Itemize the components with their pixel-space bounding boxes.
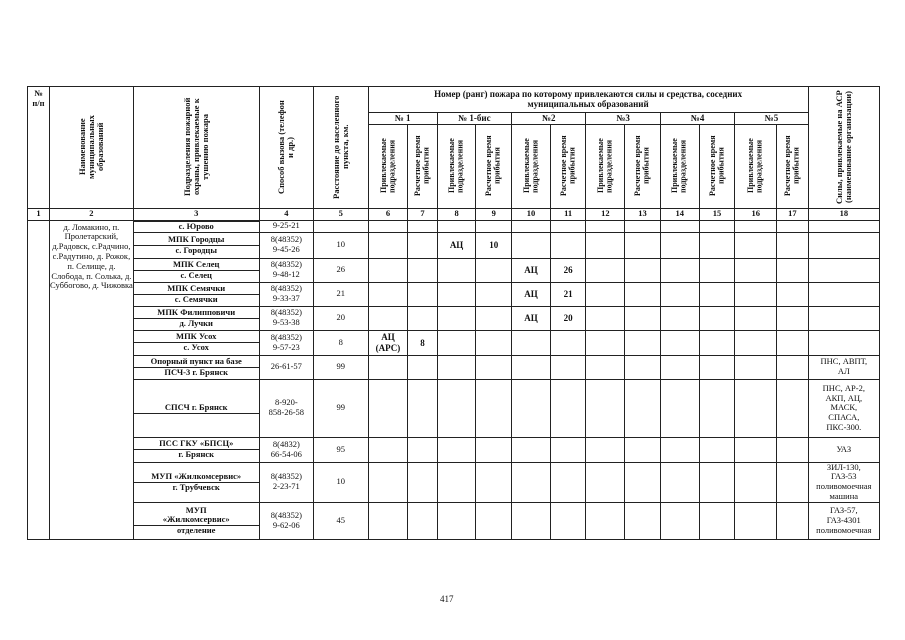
empty-cell — [625, 437, 661, 462]
rank-cell — [476, 355, 512, 379]
column-number: 13 — [625, 208, 661, 220]
fire-resources-table — [27, 86, 880, 540]
empty-cell — [625, 330, 661, 355]
header-time: Расчетное время прибытия — [550, 124, 586, 208]
rank-cell — [512, 379, 551, 437]
column-number: 7 — [408, 208, 437, 220]
rank-cell — [408, 232, 437, 258]
header-units: Привлекаемые подразделения — [735, 124, 777, 208]
rank-cell — [408, 379, 437, 437]
fire-unit-name: ПСС ГКУ «БПСЦ» г. Брянск — [133, 437, 259, 462]
empty-cell — [699, 437, 735, 462]
rank-cell — [408, 220, 437, 232]
rank-cell — [550, 502, 586, 539]
rank-cell — [437, 220, 476, 232]
table-row — [28, 437, 880, 462]
asr-forces — [808, 282, 879, 306]
header-time: Расчетное время прибытия — [699, 124, 735, 208]
column-number: 4 — [259, 208, 313, 220]
fire-unit-name: МПК Филипповичи д. Лучки — [133, 306, 259, 330]
empty-cell — [735, 502, 777, 539]
header-rank-2: № 1-бис — [437, 112, 511, 124]
empty-cell — [625, 379, 661, 437]
empty-cell — [660, 258, 699, 282]
header-rank: Номер (ранг) пожара по которому привлекаются силы и средства, соседних муниципальных образований — [368, 87, 808, 113]
table-row — [28, 355, 880, 379]
phone: 8(48352) 9-53-38 — [259, 306, 313, 330]
empty-cell — [660, 462, 699, 502]
empty-cell — [660, 330, 699, 355]
rank-cell — [550, 330, 586, 355]
rank-cell — [437, 258, 476, 282]
table-row — [28, 379, 880, 437]
rank-cell — [550, 232, 586, 258]
rank-cell — [437, 462, 476, 502]
empty-cell — [660, 232, 699, 258]
empty-cell — [735, 437, 777, 462]
rank-cell: 26 — [550, 258, 586, 282]
empty-cell — [777, 258, 808, 282]
empty-cell — [625, 232, 661, 258]
empty-cell — [699, 379, 735, 437]
fire-unit-name: МУП «Жилкомсервис» отделение — [133, 502, 259, 539]
header-call-method: Способ вызова (телефон и др.) — [259, 87, 313, 209]
asr-forces — [808, 306, 879, 330]
distance: 95 — [314, 437, 368, 462]
rank-cell — [476, 437, 512, 462]
rank-cell — [437, 379, 476, 437]
empty-cell — [625, 355, 661, 379]
fire-unit-name: МПК Семячки с. Семячки — [133, 282, 259, 306]
distance: 99 — [314, 355, 368, 379]
phone: 8(48352) 9-62-06 — [259, 502, 313, 539]
empty-cell — [735, 232, 777, 258]
empty-cell — [777, 379, 808, 437]
rank-cell — [512, 330, 551, 355]
empty-cell — [699, 355, 735, 379]
empty-cell — [699, 282, 735, 306]
empty-cell — [777, 355, 808, 379]
rank-cell — [550, 462, 586, 502]
table-row — [28, 258, 880, 282]
rank-cell — [408, 355, 437, 379]
rank-cell — [512, 232, 551, 258]
empty-cell — [586, 232, 625, 258]
phone: 9-25-21 — [259, 220, 313, 232]
fire-unit-name: с. Юрово — [133, 220, 259, 232]
header-num: № п/п — [28, 87, 50, 209]
column-number: 9 — [476, 208, 512, 220]
empty-cell — [735, 220, 777, 232]
header-asr-forces: Силы, привлекаемые на АСР (наименование организации) — [808, 87, 879, 209]
rank-cell — [476, 220, 512, 232]
rank-cell — [368, 437, 408, 462]
phone: 8(48352) 9-33-37 — [259, 282, 313, 306]
rank-cell — [512, 220, 551, 232]
distance — [314, 220, 368, 232]
asr-forces: ПНС, АВПТ, АЛ — [808, 355, 879, 379]
column-number: 18 — [808, 208, 879, 220]
rank-cell — [437, 437, 476, 462]
header-units: Привлекаемые подразделения — [512, 124, 551, 208]
phone: 26-61-57 — [259, 355, 313, 379]
rank-cell — [550, 437, 586, 462]
distance: 99 — [314, 379, 368, 437]
column-number: 10 — [512, 208, 551, 220]
rank-cell — [476, 330, 512, 355]
asr-forces: ГАЗ-57, ГАЗ-4301 поливомоечная — [808, 502, 879, 539]
rank-cell — [408, 258, 437, 282]
column-number: 2 — [50, 208, 134, 220]
empty-cell — [660, 502, 699, 539]
column-number: 11 — [550, 208, 586, 220]
rank-cell: АЦ — [512, 282, 551, 306]
header-time: Расчетное время прибытия — [476, 124, 512, 208]
rank-cell — [368, 355, 408, 379]
rank-cell — [476, 258, 512, 282]
header-units: Привлекаемые подразделения — [660, 124, 699, 208]
rank-cell: АЦ — [437, 232, 476, 258]
rank-cell — [476, 379, 512, 437]
header-rank-4: №3 — [586, 112, 660, 124]
rank-cell — [368, 232, 408, 258]
rank-cell — [437, 502, 476, 539]
empty-cell — [625, 502, 661, 539]
empty-cell — [777, 502, 808, 539]
empty-cell — [625, 306, 661, 330]
empty-cell — [660, 220, 699, 232]
row-number-cell — [28, 220, 50, 539]
header-municipality: Наименование муниципальных образований — [50, 87, 134, 209]
column-number: 14 — [660, 208, 699, 220]
rank-cell: 10 — [476, 232, 512, 258]
empty-cell — [735, 330, 777, 355]
rank-cell — [437, 282, 476, 306]
empty-cell — [660, 379, 699, 437]
header-distance: Расстояние до населенного пункта, км. — [314, 87, 368, 209]
empty-cell — [586, 220, 625, 232]
rank-cell — [368, 502, 408, 539]
column-number: 12 — [586, 208, 625, 220]
rank-cell — [408, 282, 437, 306]
empty-cell — [735, 282, 777, 306]
empty-cell — [699, 502, 735, 539]
rank-cell — [368, 462, 408, 502]
distance: 45 — [314, 502, 368, 539]
header-time: Расчетное время прибытия — [777, 124, 808, 208]
asr-forces — [808, 330, 879, 355]
table-row — [28, 502, 880, 539]
header-rank-6: №5 — [735, 112, 808, 124]
phone: 8(48352) 9-45-26 — [259, 232, 313, 258]
column-number: 3 — [133, 208, 259, 220]
empty-cell — [625, 220, 661, 232]
distance: 21 — [314, 282, 368, 306]
empty-cell — [660, 437, 699, 462]
header-fire-units: Подразделения пожарной охраны, привлекаемые к тушению пожара — [133, 87, 259, 209]
empty-cell — [735, 462, 777, 502]
empty-cell — [625, 258, 661, 282]
empty-cell — [777, 437, 808, 462]
header-rank-5: №4 — [660, 112, 734, 124]
rank-cell — [437, 330, 476, 355]
distance: 8 — [314, 330, 368, 355]
header-units: Привлекаемые подразделения — [437, 124, 476, 208]
rank-cell — [512, 462, 551, 502]
rank-cell — [437, 355, 476, 379]
rank-cell: 21 — [550, 282, 586, 306]
rank-cell — [512, 355, 551, 379]
empty-cell — [777, 462, 808, 502]
empty-cell — [660, 306, 699, 330]
rank-cell — [476, 282, 512, 306]
asr-forces — [808, 232, 879, 258]
column-number: 16 — [735, 208, 777, 220]
empty-cell — [777, 282, 808, 306]
asr-forces: ПНС, АР-2, АКП, АЦ, МАСК, СПАСА, ПКС-300. — [808, 379, 879, 437]
fire-unit-name: МПК Селец с. Селец — [133, 258, 259, 282]
rank-cell — [408, 437, 437, 462]
phone: 8(48352) 2-23-71 — [259, 462, 313, 502]
empty-cell — [699, 258, 735, 282]
table-row — [28, 306, 880, 330]
empty-cell — [586, 282, 625, 306]
asr-forces — [808, 220, 879, 232]
table-row — [28, 282, 880, 306]
rank-cell — [476, 306, 512, 330]
phone: 8(48352) 9-57-23 — [259, 330, 313, 355]
rank-cell: АЦ — [512, 258, 551, 282]
asr-forces: ЗИЛ-130, ГАЗ-53 поливомоечная машина — [808, 462, 879, 502]
table-row — [28, 232, 880, 258]
empty-cell — [699, 462, 735, 502]
rank-cell — [550, 379, 586, 437]
empty-cell — [735, 258, 777, 282]
empty-cell — [777, 306, 808, 330]
phone: 8-920- 858-26-58 — [259, 379, 313, 437]
distance: 20 — [314, 306, 368, 330]
rank-cell — [368, 220, 408, 232]
fire-unit-name: МПК Усох с. Усох — [133, 330, 259, 355]
rank-cell — [408, 306, 437, 330]
rank-cell — [368, 282, 408, 306]
rank-cell — [512, 437, 551, 462]
column-number: 5 — [314, 208, 368, 220]
page-number: 417 — [440, 594, 454, 604]
empty-cell — [699, 330, 735, 355]
phone: 8(4832) 66-54-06 — [259, 437, 313, 462]
distance: 26 — [314, 258, 368, 282]
empty-cell — [660, 355, 699, 379]
column-number: 17 — [777, 208, 808, 220]
empty-cell — [735, 355, 777, 379]
rank-cell — [408, 502, 437, 539]
empty-cell — [699, 232, 735, 258]
table-row — [28, 462, 880, 502]
header-rank-1: № 1 — [368, 112, 437, 124]
empty-cell — [777, 330, 808, 355]
empty-cell — [660, 282, 699, 306]
empty-cell — [735, 379, 777, 437]
empty-cell — [625, 282, 661, 306]
rank-cell — [550, 220, 586, 232]
header-units: Привлекаемые подразделения — [368, 124, 408, 208]
column-number: 15 — [699, 208, 735, 220]
fire-unit-name: МУП «Жилкомсервис» г. Трубчевск — [133, 462, 259, 502]
column-number: 6 — [368, 208, 408, 220]
empty-cell — [586, 379, 625, 437]
empty-cell — [586, 437, 625, 462]
rank-cell: АЦ — [512, 306, 551, 330]
asr-forces — [808, 258, 879, 282]
rank-cell — [550, 355, 586, 379]
asr-forces: УАЗ — [808, 437, 879, 462]
empty-cell — [777, 220, 808, 232]
fire-unit-name: Опорный пункт на базе ПСЧ-3 г. Брянск — [133, 355, 259, 379]
rank-cell — [408, 462, 437, 502]
rank-cell — [476, 462, 512, 502]
empty-cell — [586, 502, 625, 539]
rank-cell — [368, 258, 408, 282]
empty-cell — [699, 220, 735, 232]
rank-cell — [476, 502, 512, 539]
table-row — [28, 220, 880, 232]
empty-cell — [586, 330, 625, 355]
empty-cell — [625, 462, 661, 502]
header-rank-3: №2 — [512, 112, 586, 124]
rank-cell — [368, 379, 408, 437]
fire-unit-name: СПСЧ г. Брянск — [133, 379, 259, 437]
empty-cell — [586, 258, 625, 282]
municipalities-cell: д. Ломакино, п. Пролетарский, д.Радовск, с.Радчино, с.Радутино, д. Рожок, п. Селище, д. Слобода, п. Солька, д. Суббогово, д. Чижовка — [50, 220, 134, 539]
empty-cell — [586, 462, 625, 502]
rank-cell — [512, 502, 551, 539]
empty-cell — [586, 306, 625, 330]
fire-unit-name: МПК Городцы с. Городцы — [133, 232, 259, 258]
table-row — [28, 330, 880, 355]
column-number: 8 — [437, 208, 476, 220]
rank-cell — [368, 306, 408, 330]
header-time: Расчетное время прибытия — [408, 124, 437, 208]
rank-cell: АЦ (АРС) — [368, 330, 408, 355]
empty-cell — [586, 355, 625, 379]
rank-cell: 8 — [408, 330, 437, 355]
distance: 10 — [314, 462, 368, 502]
empty-cell — [735, 306, 777, 330]
header-time: Расчетное время прибытия — [625, 124, 661, 208]
distance: 10 — [314, 232, 368, 258]
rank-cell — [437, 306, 476, 330]
empty-cell — [699, 306, 735, 330]
column-number: 1 — [28, 208, 50, 220]
rank-cell: 20 — [550, 306, 586, 330]
header-units: Привлекаемые подразделения — [586, 124, 625, 208]
empty-cell — [777, 232, 808, 258]
phone: 8(48352) 9-48-12 — [259, 258, 313, 282]
